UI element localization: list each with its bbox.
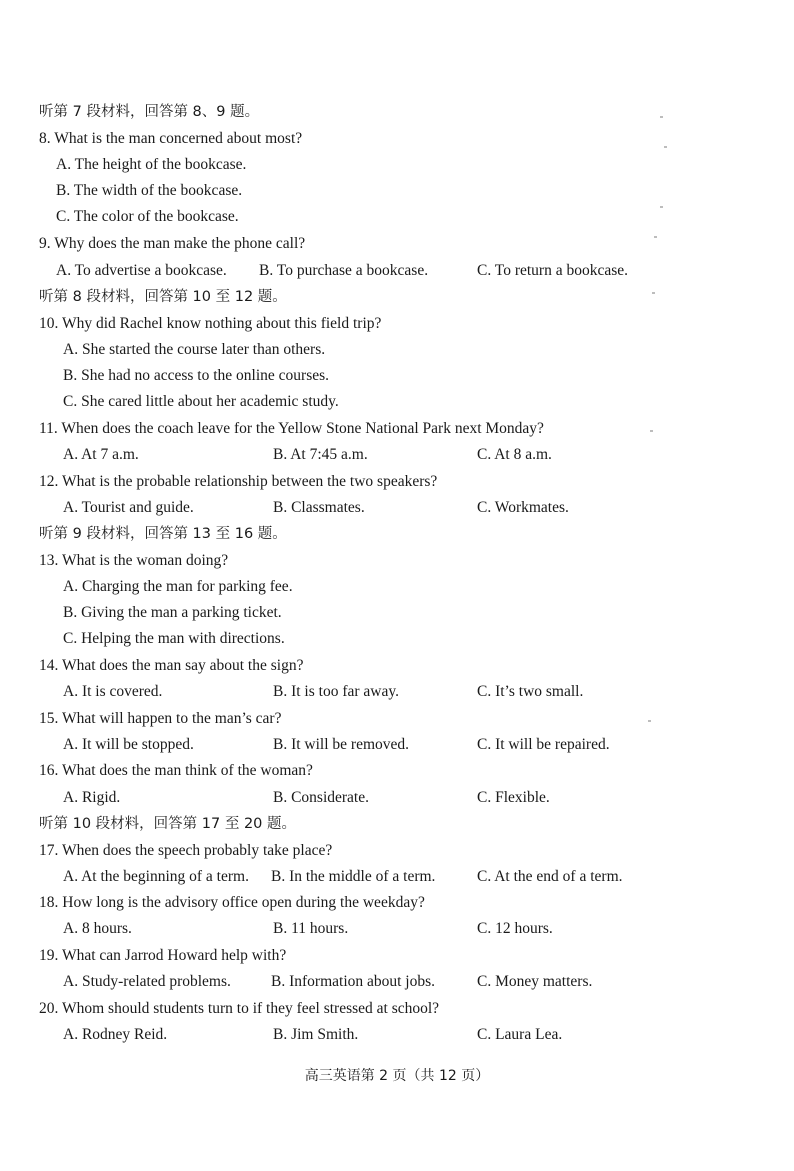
scan-speck <box>664 146 667 148</box>
scan-speck <box>660 116 663 118</box>
option-10c: C. She cared little about her academic study. <box>63 393 339 410</box>
option-15c: C. It will be repaired. <box>477 736 610 753</box>
option-13c: C. Helping the man with directions. <box>63 630 285 647</box>
section-heading: 听第 7 段材料，回答第 8、9 题。 <box>39 104 260 120</box>
option-20c: C. Laura Lea. <box>477 1026 563 1043</box>
option-8c: C. The color of the bookcase. <box>56 208 239 225</box>
options-row-17 <box>0 867 794 887</box>
option-15b: B. It will be removed. <box>273 736 410 753</box>
option-17a: A. At the beginning of a term. <box>63 868 249 885</box>
options-row-15 <box>0 735 794 755</box>
scan-speck <box>660 206 663 208</box>
option-13a: A. Charging the man for parking fee. <box>63 578 293 595</box>
option-8a: A. The height of the bookcase. <box>56 156 247 173</box>
option-9a: A. To advertise a bookcase. <box>56 262 227 279</box>
question-20: 20. Whom should students turn to if they feel stressed at school? <box>39 1000 440 1017</box>
option-19a: A. Study-related problems. <box>63 973 231 990</box>
scan-speck <box>648 720 651 722</box>
option-9b: B. To purchase a bookcase. <box>259 262 429 279</box>
question-19: 19. What can Jarrod Howard help with? <box>39 947 287 964</box>
question-18: 18. How long is the advisory office open during the weekday? <box>39 894 425 911</box>
question-17: 17. When does the speech probably take place? <box>39 842 333 859</box>
section-heading: 听第 9 段材料，回答第 13 至 16 题。 <box>39 526 287 542</box>
options-row-19 <box>0 972 794 992</box>
option-18b: B. 11 hours. <box>273 920 349 937</box>
option-12c: C. Workmates. <box>477 499 569 516</box>
option-11b: B. At 7:45 a.m. <box>273 446 368 463</box>
question-15: 15. What will happen to the man’s car? <box>39 710 282 727</box>
option-16b: B. Considerate. <box>273 789 369 806</box>
option-9c: C. To return a bookcase. <box>477 262 629 279</box>
option-10a: A. She started the course later than others. <box>63 341 326 358</box>
question-8: 8. What is the man concerned about most? <box>39 130 303 147</box>
options-row-16 <box>0 788 794 808</box>
question-13: 13. What is the woman doing? <box>39 552 229 569</box>
options-row-14 <box>0 682 794 702</box>
scan-speck <box>652 292 655 294</box>
option-11c: C. At 8 a.m. <box>477 446 552 463</box>
option-15a: A. It will be stopped. <box>63 736 194 753</box>
option-20b: B. Jim Smith. <box>273 1026 359 1043</box>
option-12b: B. Classmates. <box>273 499 365 516</box>
options-row-9 <box>0 261 794 281</box>
option-14b: B. It is too far away. <box>273 683 399 700</box>
option-14a: A. It is covered. <box>63 683 163 700</box>
option-18c: C. 12 hours. <box>477 920 553 937</box>
option-14c: C. It’s two small. <box>477 683 584 700</box>
section-heading: 听第 8 段材料，回答第 10 至 12 题。 <box>39 289 287 305</box>
option-20a: A. Rodney Reid. <box>63 1026 168 1043</box>
option-8b: B. The width of the bookcase. <box>56 182 243 199</box>
options-row-20 <box>0 1025 794 1045</box>
option-12a: A. Tourist and guide. <box>63 499 194 516</box>
option-19c: C. Money matters. <box>477 973 593 990</box>
option-18a: A. 8 hours. <box>63 920 132 937</box>
question-9: 9. Why does the man make the phone call? <box>39 235 306 252</box>
question-10: 10. Why did Rachel know nothing about this field trip? <box>39 315 382 332</box>
options-row-18 <box>0 919 794 939</box>
options-row-12 <box>0 498 794 518</box>
option-11a: A. At 7 a.m. <box>63 446 139 463</box>
option-16c: C. Flexible. <box>477 789 550 806</box>
option-16a: A. Rigid. <box>63 789 121 806</box>
question-11: 11. When does the coach leave for the Yellow Stone National Park next Monday? <box>39 420 544 437</box>
section-heading: 听第 10 段材料，回答第 17 至 20 题。 <box>39 816 297 832</box>
option-17c: C. At the end of a term. <box>477 868 623 885</box>
question-14: 14. What does the man say about the sign? <box>39 657 304 674</box>
options-row-11 <box>0 445 794 465</box>
page-footer: 高三英语第 2 页（共 12 页） <box>304 1068 490 1084</box>
option-19b: B. Information about jobs. <box>271 973 436 990</box>
scan-speck <box>654 236 657 238</box>
option-17b: B. In the middle of a term. <box>271 868 436 885</box>
option-13b: B. Giving the man a parking ticket. <box>63 604 282 621</box>
option-10b: B. She had no access to the online courses. <box>63 367 330 384</box>
question-12: 12. What is the probable relationship between the two speakers? <box>39 473 438 490</box>
question-16: 16. What does the man think of the woman? <box>39 762 313 779</box>
scan-speck <box>650 430 653 432</box>
